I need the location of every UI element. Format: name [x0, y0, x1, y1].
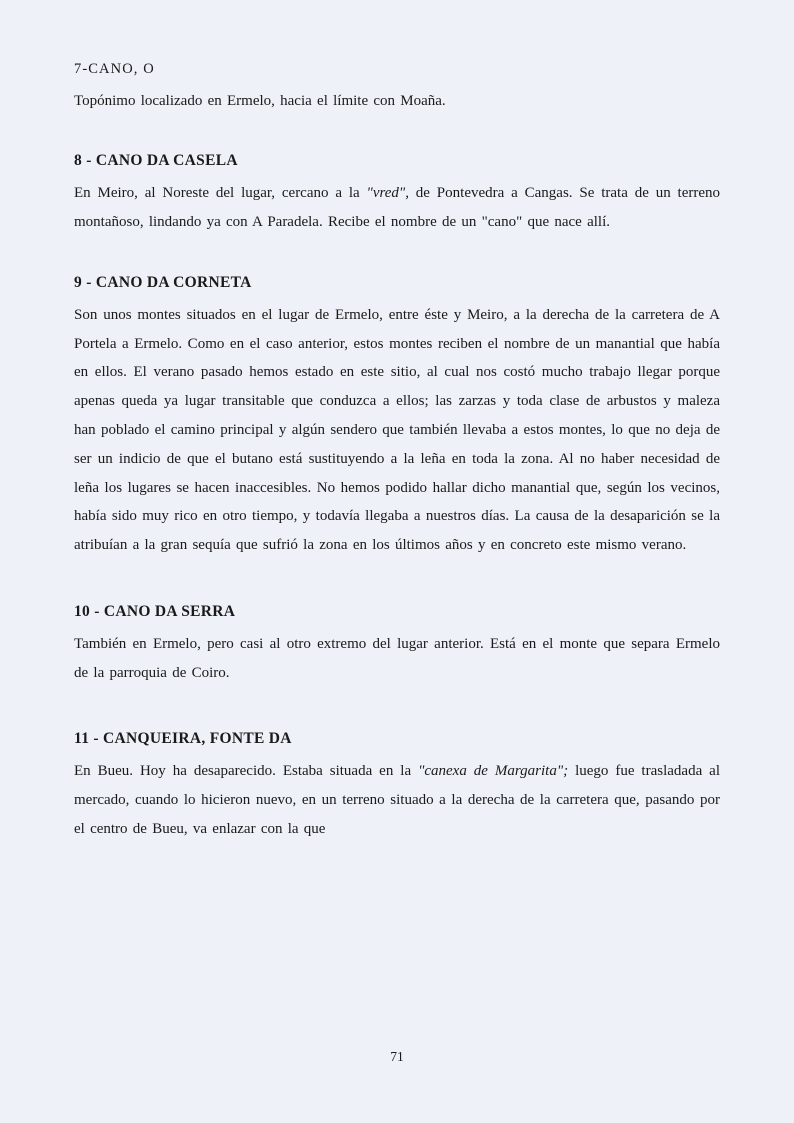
entry-heading: 11 - CANQUEIRA, FONTE DA [74, 730, 292, 748]
entry-spacer [74, 131, 720, 151]
entry-spacer [74, 253, 720, 273]
page-content [74, 60, 720, 844]
dictionary-entry [74, 273, 720, 560]
dictionary-entry [74, 602, 720, 688]
dictionary-entry [74, 151, 720, 237]
entry-body: Topónimo localizado en Ermelo, hacia el límite con Moaña. [74, 92, 446, 109]
entry-body: Son unos montes situados en el lugar de Ermelo, entre éste y Meiro, a la derecha de la carretera de A Portela a Ermelo. Como en el caso anterior, estos montes reciben el nombre de un manantial que había en ellos. El verano pasado hemos estado en este sitio, al cual nos costó mucho trabajo llegar porque apenas queda ya lugar transitable que conduzca a ellos; las zarzas y toda clase de arbustos y maleza han poblado el camino principal y algún sendero que también llevaba a estos montes, lo que no deja de ser un indicio de que el butano está sustituyendo a la leña en toda la zona. Al no haber necesidad de leña los lugares se hacen inaccesibles. No hemos podido hallar dicho manantial que, según los vecinos, había sido muy rico en otro tiempo, y todavía llegaba a nuestros días. La causa de la desaparición se la atribuían a la gran sequía que sufrió la zona en los últimos años y en concreto este mismo verano. [74, 306, 720, 554]
page-number: 71 [390, 1049, 404, 1064]
dictionary-entry [74, 60, 720, 115]
entry-heading: 9 - CANO DA CORNETA [74, 273, 252, 291]
entry-heading: 7-CANO, O [74, 61, 155, 77]
dictionary-entry [74, 729, 720, 843]
entry-heading: 10 - CANO DA SERRA [74, 602, 236, 620]
entry-body: En Meiro, al Noreste del lugar, cercano a la "vred", de Pontevedra a Cangas. Se trata de un terreno montañoso, lindando ya con A Paradela. Recibe el nombre de un "cano" que nace allí. [74, 185, 721, 231]
entry-body: En Bueu. Hoy ha desaparecido. Estaba situada en la "canexa de Margarita"; luego fue trasladada al mercado, cuando lo hicieron nuevo, en un terreno situado a la derecha de la carretera que, pasando por el centro de Bueu, va enlazar con la que [74, 763, 721, 837]
entry-spacer [74, 576, 720, 602]
entry-body: También en Ermelo, pero casi al otro extremo del lugar anterior. Está en el monte que separa Ermelo de la parroquia de Coiro. [74, 635, 720, 681]
entry-spacer [74, 703, 720, 729]
entry-heading: 8 - CANO DA CASELA [74, 152, 238, 170]
